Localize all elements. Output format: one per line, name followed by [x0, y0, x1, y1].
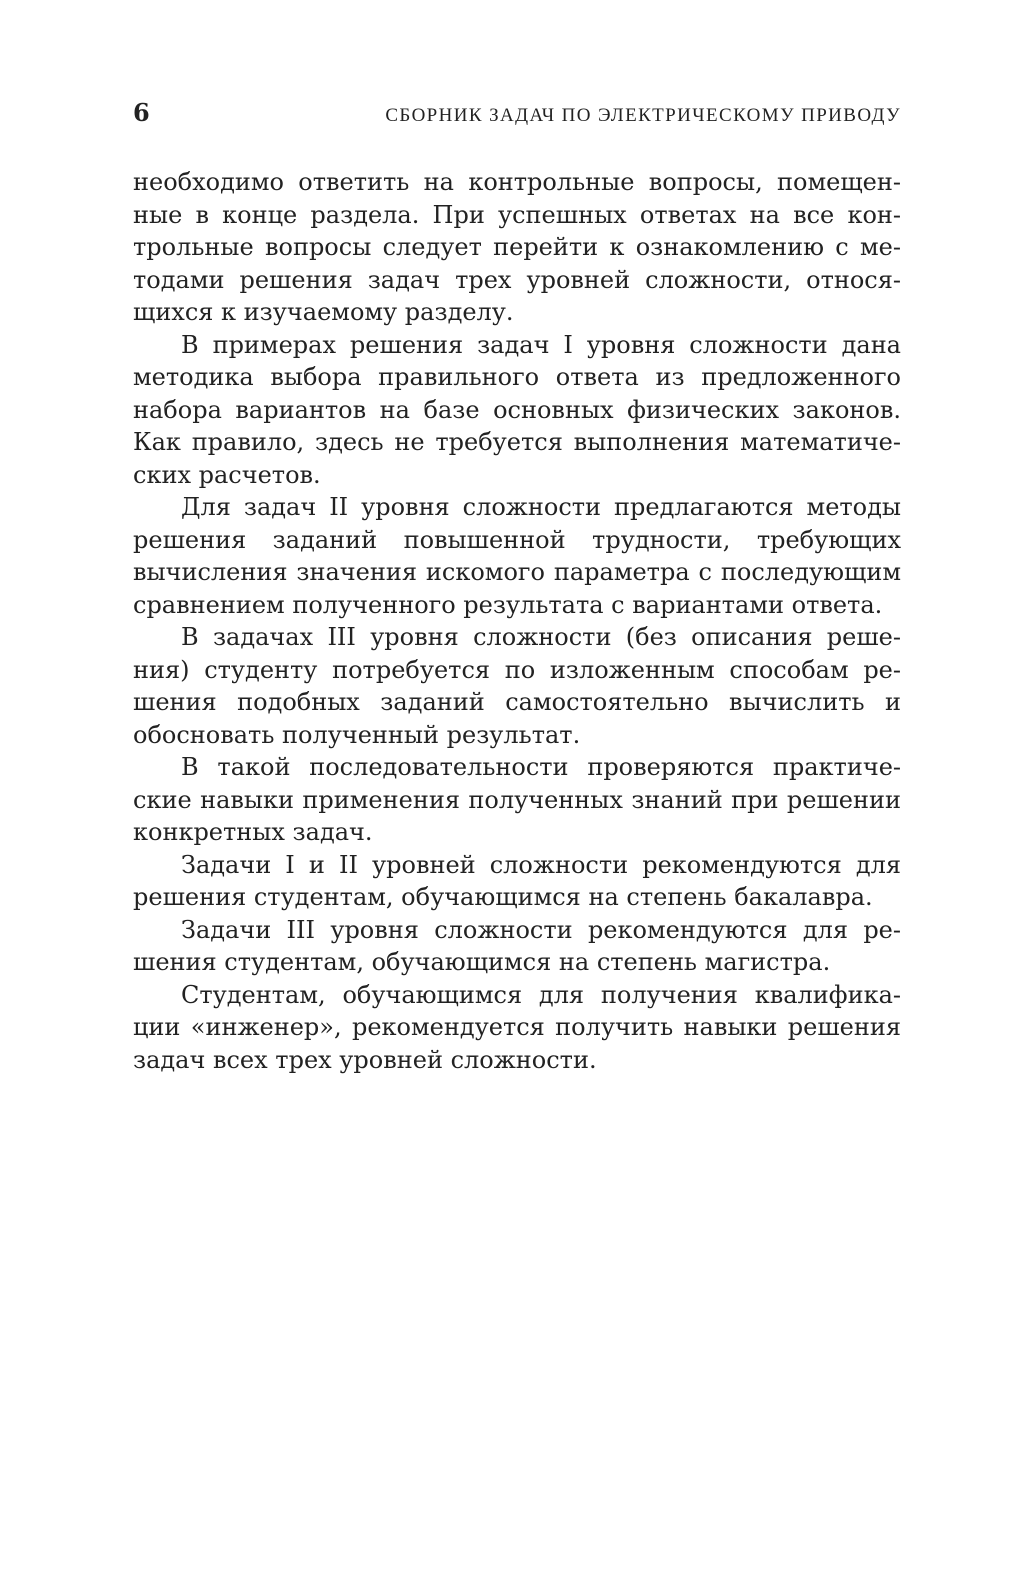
body-text — [133, 166, 901, 1076]
paragraph: Студентам, обучающимся для получения квалификации «инженер», рекомендуется получить навыки решения задач всех трех уровней сложности. — [133, 980, 901, 1074]
page-number: 6 — [133, 98, 150, 127]
paragraph: Задачи I и II уровней сложности рекомендуются для решения студентам, обучающимся на степень бакалавра. — [133, 850, 901, 911]
running-header — [133, 98, 901, 134]
paragraph: необходимо ответить на контрольные вопросы, помещенные в конце раздела. При успешных ответах на все контрольные вопросы следует перейти к ознакомлению с методами решения задач трех уровней сложности, относящихся к изучаемому разделу. — [133, 168, 901, 326]
paragraph: В такой последовательности проверяются практические навыки применения полученных знаний при решении конкретных задач. — [133, 753, 901, 846]
book-title: СБОРНИК ЗАДАЧ ПО ЭЛЕКТРИЧЕСКОМУ ПРИВОДУ — [385, 105, 901, 126]
paragraph: Для задач II уровня сложности предлагаются методы решения заданий повышенной трудности, требующих вычисления значения искомого параметра с последующим сравнением полученного результата с вариантами ответа. — [133, 493, 901, 619]
paragraph: В примерах решения задач I уровня сложности дана методика выбора правильного ответа из предложенного набора вариантов на базе основных физических законов. Как правило, здесь не требуется выполнения математических расчетов. — [133, 330, 901, 489]
paragraph: В задачах III уровня сложности (без описания решения) студенту потребуется по изложенным способам решения подобных заданий самостоятельно вычислить и обосновать полученный результат. — [133, 623, 901, 749]
paragraph: Задачи III уровня сложности рекомендуются для решения студентам, обучающимся на степень магистра. — [133, 915, 901, 976]
